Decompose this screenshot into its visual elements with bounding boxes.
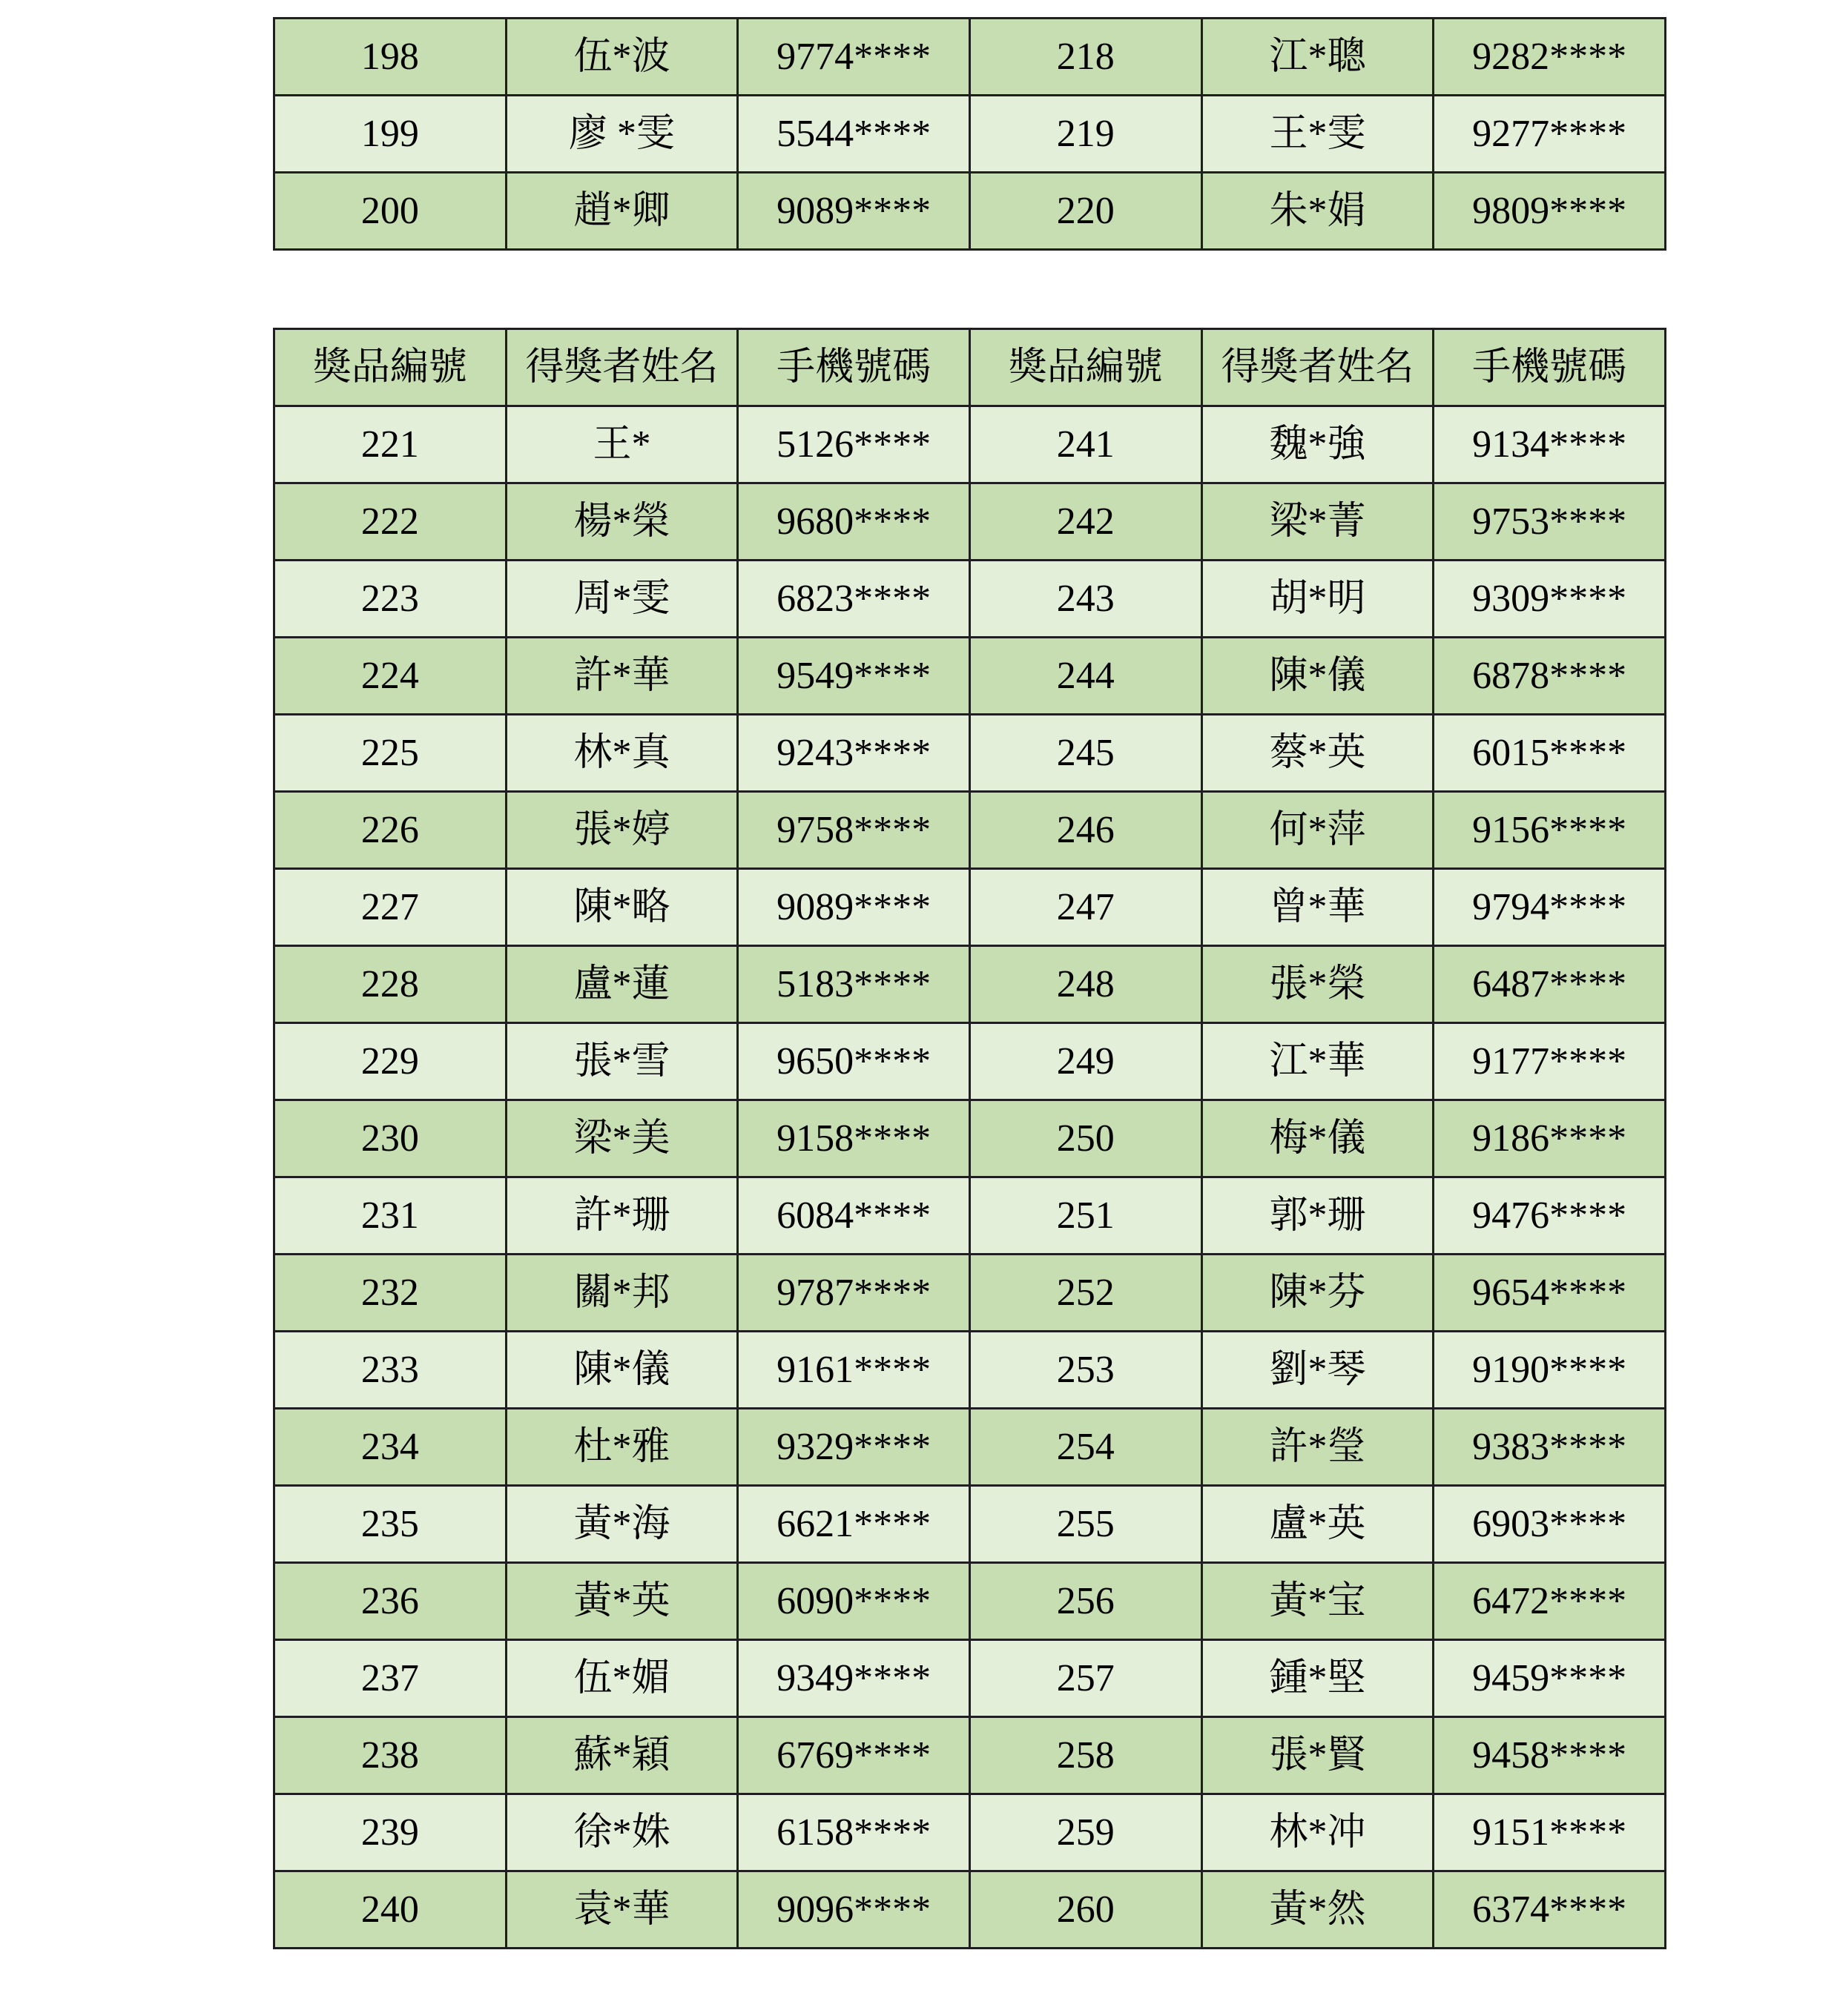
table-row — [274, 1255, 1666, 1332]
header-winner-name: 得獎者姓名 — [506, 329, 738, 406]
header-phone-number: 手機號碼 — [738, 329, 970, 406]
prize-number-cell: 246 — [969, 792, 1201, 869]
phone-number-cell: 9758**** — [738, 792, 970, 869]
winner-name-cell: 王* — [506, 406, 738, 483]
prize-number-cell: 247 — [969, 869, 1201, 946]
prize-number-cell: 226 — [274, 792, 507, 869]
prize-number-cell: 256 — [969, 1563, 1201, 1640]
winner-name-cell: 張*榮 — [1201, 946, 1434, 1023]
prize-number-cell: 257 — [969, 1640, 1201, 1717]
winner-name-cell: 趙*卿 — [506, 173, 738, 250]
winner-name-cell: 黃*英 — [506, 1563, 738, 1640]
phone-number-cell: 9549**** — [738, 638, 970, 715]
prize-number-cell: 244 — [969, 638, 1201, 715]
winner-name-cell: 張*婷 — [506, 792, 738, 869]
table-row — [274, 638, 1666, 715]
phone-number-cell: 6090**** — [738, 1563, 970, 1640]
table-row — [274, 869, 1666, 946]
prize-number-cell: 260 — [969, 1871, 1201, 1949]
prize-number-cell: 237 — [274, 1640, 507, 1717]
prize-number-cell: 250 — [969, 1100, 1201, 1177]
phone-number-cell: 9243**** — [738, 715, 970, 792]
winner-name-cell: 林*真 — [506, 715, 738, 792]
prize-number-cell: 248 — [969, 946, 1201, 1023]
winner-name-cell: 伍*媚 — [506, 1640, 738, 1717]
prize-number-cell: 239 — [274, 1794, 507, 1871]
winner-name-cell: 黃*然 — [1201, 1871, 1434, 1949]
prize-number-cell: 249 — [969, 1023, 1201, 1100]
table-row — [274, 1409, 1666, 1486]
winner-name-cell: 曾*華 — [1201, 869, 1434, 946]
prize-number-cell: 258 — [969, 1717, 1201, 1794]
phone-number-cell: 9156**** — [1434, 792, 1666, 869]
phone-number-cell: 9151**** — [1434, 1794, 1666, 1871]
winner-name-cell: 梁*菁 — [1201, 483, 1434, 561]
table-row — [274, 1100, 1666, 1177]
prize-number-cell: 230 — [274, 1100, 507, 1177]
winners-table-body — [274, 406, 1666, 1949]
phone-number-cell: 6015**** — [1434, 715, 1666, 792]
phone-number-cell: 9654**** — [1434, 1255, 1666, 1332]
header-phone-number: 手機號碼 — [1434, 329, 1666, 406]
header-prize-number: 獎品編號 — [274, 329, 507, 406]
winners-table-continued — [273, 17, 1666, 251]
table-row — [274, 173, 1666, 250]
winner-name-cell: 杜*雅 — [506, 1409, 738, 1486]
winner-name-cell: 袁*華 — [506, 1871, 738, 1949]
prize-number-cell: 224 — [274, 638, 507, 715]
prize-number-cell: 243 — [969, 561, 1201, 638]
prize-number-cell: 200 — [274, 173, 507, 250]
phone-number-cell: 9186**** — [1434, 1100, 1666, 1177]
table-row — [274, 1177, 1666, 1255]
winner-name-cell: 梅*儀 — [1201, 1100, 1434, 1177]
phone-number-cell: 9794**** — [1434, 869, 1666, 946]
winner-name-cell: 徐*姝 — [506, 1794, 738, 1871]
prize-number-cell: 227 — [274, 869, 507, 946]
prize-number-cell: 218 — [969, 19, 1201, 96]
prize-number-cell: 219 — [969, 96, 1201, 173]
table-row — [274, 1717, 1666, 1794]
prize-number-cell: 234 — [274, 1409, 507, 1486]
prize-number-cell: 222 — [274, 483, 507, 561]
table-row — [274, 483, 1666, 561]
phone-number-cell: 9349**** — [738, 1640, 970, 1717]
phone-number-cell: 9650**** — [738, 1023, 970, 1100]
prize-number-cell: 241 — [969, 406, 1201, 483]
table-row — [274, 1563, 1666, 1640]
phone-number-cell: 9787**** — [738, 1255, 970, 1332]
phone-number-cell: 9277**** — [1434, 96, 1666, 173]
phone-number-cell: 9680**** — [738, 483, 970, 561]
winner-name-cell: 林*冲 — [1201, 1794, 1434, 1871]
table-row — [274, 792, 1666, 869]
prize-number-cell: 232 — [274, 1255, 507, 1332]
winner-name-cell: 許*珊 — [506, 1177, 738, 1255]
phone-number-cell: 5544**** — [738, 96, 970, 173]
table-row — [274, 19, 1666, 96]
phone-number-cell: 9089**** — [738, 173, 970, 250]
winner-name-cell: 張*雪 — [506, 1023, 738, 1100]
phone-number-cell: 9458**** — [1434, 1717, 1666, 1794]
prize-number-cell: 229 — [274, 1023, 507, 1100]
winner-name-cell: 劉*琴 — [1201, 1332, 1434, 1409]
winner-name-cell: 伍*波 — [506, 19, 738, 96]
winner-name-cell: 周*雯 — [506, 561, 738, 638]
phone-number-cell: 9809**** — [1434, 173, 1666, 250]
prize-number-cell: 198 — [274, 19, 507, 96]
phone-number-cell: 9177**** — [1434, 1023, 1666, 1100]
table-row — [274, 1023, 1666, 1100]
winner-name-cell: 何*萍 — [1201, 792, 1434, 869]
phone-number-cell: 9096**** — [738, 1871, 970, 1949]
table-row — [274, 1871, 1666, 1949]
table-row — [274, 946, 1666, 1023]
winner-name-cell: 盧*英 — [1201, 1486, 1434, 1563]
phone-number-cell: 6769**** — [738, 1717, 970, 1794]
table-row — [274, 1486, 1666, 1563]
phone-number-cell: 6374**** — [1434, 1871, 1666, 1949]
winner-name-cell: 楊*榮 — [506, 483, 738, 561]
prize-number-cell: 253 — [969, 1332, 1201, 1409]
winner-name-cell: 郭*珊 — [1201, 1177, 1434, 1255]
prize-number-cell: 259 — [969, 1794, 1201, 1871]
winner-name-cell: 廖 *雯 — [506, 96, 738, 173]
phone-number-cell: 6903**** — [1434, 1486, 1666, 1563]
table-row — [274, 96, 1666, 173]
prize-number-cell: 252 — [969, 1255, 1201, 1332]
winner-name-cell: 黃*宝 — [1201, 1563, 1434, 1640]
phone-number-cell: 9089**** — [738, 869, 970, 946]
winners-table — [273, 328, 1666, 1949]
prize-number-cell: 199 — [274, 96, 507, 173]
winner-name-cell: 蔡*英 — [1201, 715, 1434, 792]
phone-number-cell: 9134**** — [1434, 406, 1666, 483]
table-row — [274, 561, 1666, 638]
prize-number-cell: 221 — [274, 406, 507, 483]
prize-number-cell: 238 — [274, 1717, 507, 1794]
winner-name-cell: 關*邦 — [506, 1255, 738, 1332]
phone-number-cell: 5126**** — [738, 406, 970, 483]
prize-number-cell: 225 — [274, 715, 507, 792]
table-header-row — [274, 329, 1666, 406]
winner-name-cell: 陳*略 — [506, 869, 738, 946]
phone-number-cell: 9282**** — [1434, 19, 1666, 96]
winner-name-cell: 朱*娟 — [1201, 173, 1434, 250]
prize-number-cell: 251 — [969, 1177, 1201, 1255]
winner-name-cell: 陳*儀 — [1201, 638, 1434, 715]
phone-number-cell: 9476**** — [1434, 1177, 1666, 1255]
winner-name-cell: 胡*明 — [1201, 561, 1434, 638]
winner-name-cell: 梁*美 — [506, 1100, 738, 1177]
prize-number-cell: 254 — [969, 1409, 1201, 1486]
prize-number-cell: 235 — [274, 1486, 507, 1563]
table-row — [274, 715, 1666, 792]
winner-name-cell: 江*聰 — [1201, 19, 1434, 96]
phone-number-cell: 6878**** — [1434, 638, 1666, 715]
winner-name-cell: 蘇*穎 — [506, 1717, 738, 1794]
winner-name-cell: 許*華 — [506, 638, 738, 715]
phone-number-cell: 9161**** — [738, 1332, 970, 1409]
winners-table-continued-body — [274, 19, 1666, 250]
phone-number-cell: 9158**** — [738, 1100, 970, 1177]
prize-number-cell: 231 — [274, 1177, 507, 1255]
phone-number-cell: 6084**** — [738, 1177, 970, 1255]
prize-number-cell: 245 — [969, 715, 1201, 792]
phone-number-cell: 5183**** — [738, 946, 970, 1023]
winner-name-cell: 江*華 — [1201, 1023, 1434, 1100]
table-row — [274, 1332, 1666, 1409]
winner-name-cell: 黃*海 — [506, 1486, 738, 1563]
winner-name-cell: 魏*強 — [1201, 406, 1434, 483]
header-prize-number: 獎品編號 — [969, 329, 1201, 406]
phone-number-cell: 6158**** — [738, 1794, 970, 1871]
winner-name-cell: 陳*芬 — [1201, 1255, 1434, 1332]
winner-name-cell: 鍾*堅 — [1201, 1640, 1434, 1717]
phone-number-cell: 6823**** — [738, 561, 970, 638]
phone-number-cell: 6472**** — [1434, 1563, 1666, 1640]
phone-number-cell: 9753**** — [1434, 483, 1666, 561]
phone-number-cell: 9383**** — [1434, 1409, 1666, 1486]
phone-number-cell: 6621**** — [738, 1486, 970, 1563]
phone-number-cell: 9774**** — [738, 19, 970, 96]
prize-number-cell: 240 — [274, 1871, 507, 1949]
prize-number-cell: 242 — [969, 483, 1201, 561]
table-row — [274, 406, 1666, 483]
winner-name-cell: 陳*儀 — [506, 1332, 738, 1409]
winner-name-cell: 王*雯 — [1201, 96, 1434, 173]
phone-number-cell: 9190**** — [1434, 1332, 1666, 1409]
prize-number-cell: 233 — [274, 1332, 507, 1409]
header-winner-name: 得獎者姓名 — [1201, 329, 1434, 406]
phone-number-cell: 9329**** — [738, 1409, 970, 1486]
prize-number-cell: 236 — [274, 1563, 507, 1640]
phone-number-cell: 9309**** — [1434, 561, 1666, 638]
winner-name-cell: 張*賢 — [1201, 1717, 1434, 1794]
table-row — [274, 1640, 1666, 1717]
winner-name-cell: 盧*蓮 — [506, 946, 738, 1023]
winner-name-cell: 許*瑩 — [1201, 1409, 1434, 1486]
table-row — [274, 1794, 1666, 1871]
prize-number-cell: 255 — [969, 1486, 1201, 1563]
prize-number-cell: 220 — [969, 173, 1201, 250]
prize-number-cell: 228 — [274, 946, 507, 1023]
phone-number-cell: 9459**** — [1434, 1640, 1666, 1717]
phone-number-cell: 6487**** — [1434, 946, 1666, 1023]
prize-number-cell: 223 — [274, 561, 507, 638]
